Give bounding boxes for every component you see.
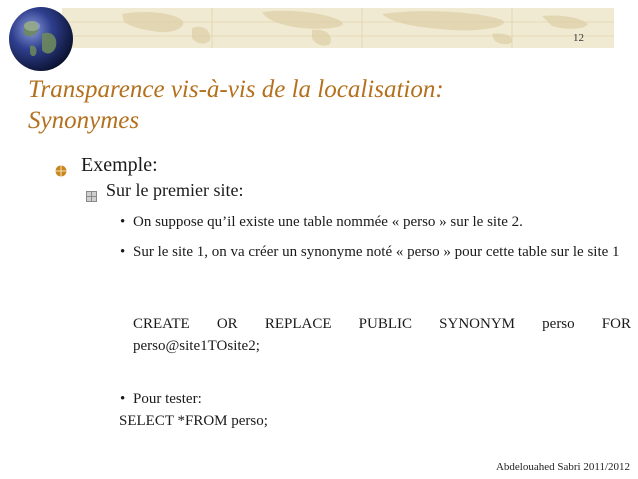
bullet-text: Pour tester: xyxy=(133,391,202,407)
disc-bullet-icon xyxy=(55,159,67,171)
bullet-text: Sur le site 1, on va créer un synonyme noté « perso » pour cette table sur le site 1 xyxy=(133,244,620,260)
footer-author: Abdelouahed Sabri 2011/2012 xyxy=(495,461,630,473)
sql-line-2: perso@site1TOsite2; xyxy=(133,338,260,354)
page-number: 12 xyxy=(573,32,584,44)
level1-text: Exemple: xyxy=(81,154,158,176)
dot-bullet-icon: • xyxy=(120,391,126,407)
sql-create-synonym xyxy=(133,313,631,357)
header-band xyxy=(62,8,614,48)
square-bullet-icon xyxy=(86,185,97,196)
dot-bullet-icon: • xyxy=(120,244,126,260)
dot-bullet-icon: • xyxy=(120,214,126,230)
level2-text: Sur le premier site: xyxy=(106,180,244,200)
sql-line-1: CREATE OR REPLACE PUBLIC SYNONYM perso FOR xyxy=(133,316,631,332)
bullet-text: On suppose qu’il existe une table nommée « perso » sur le site 2. xyxy=(133,214,523,230)
title-line-2: Synonymes xyxy=(28,107,140,134)
title-line-1: Transparence vis-à-vis de la localisation: xyxy=(28,76,444,103)
world-map-decoration xyxy=(62,8,614,48)
sql-select-statement: SELECT *FROM perso; xyxy=(119,413,268,429)
slide-title xyxy=(28,74,618,136)
globe-icon xyxy=(6,4,76,74)
